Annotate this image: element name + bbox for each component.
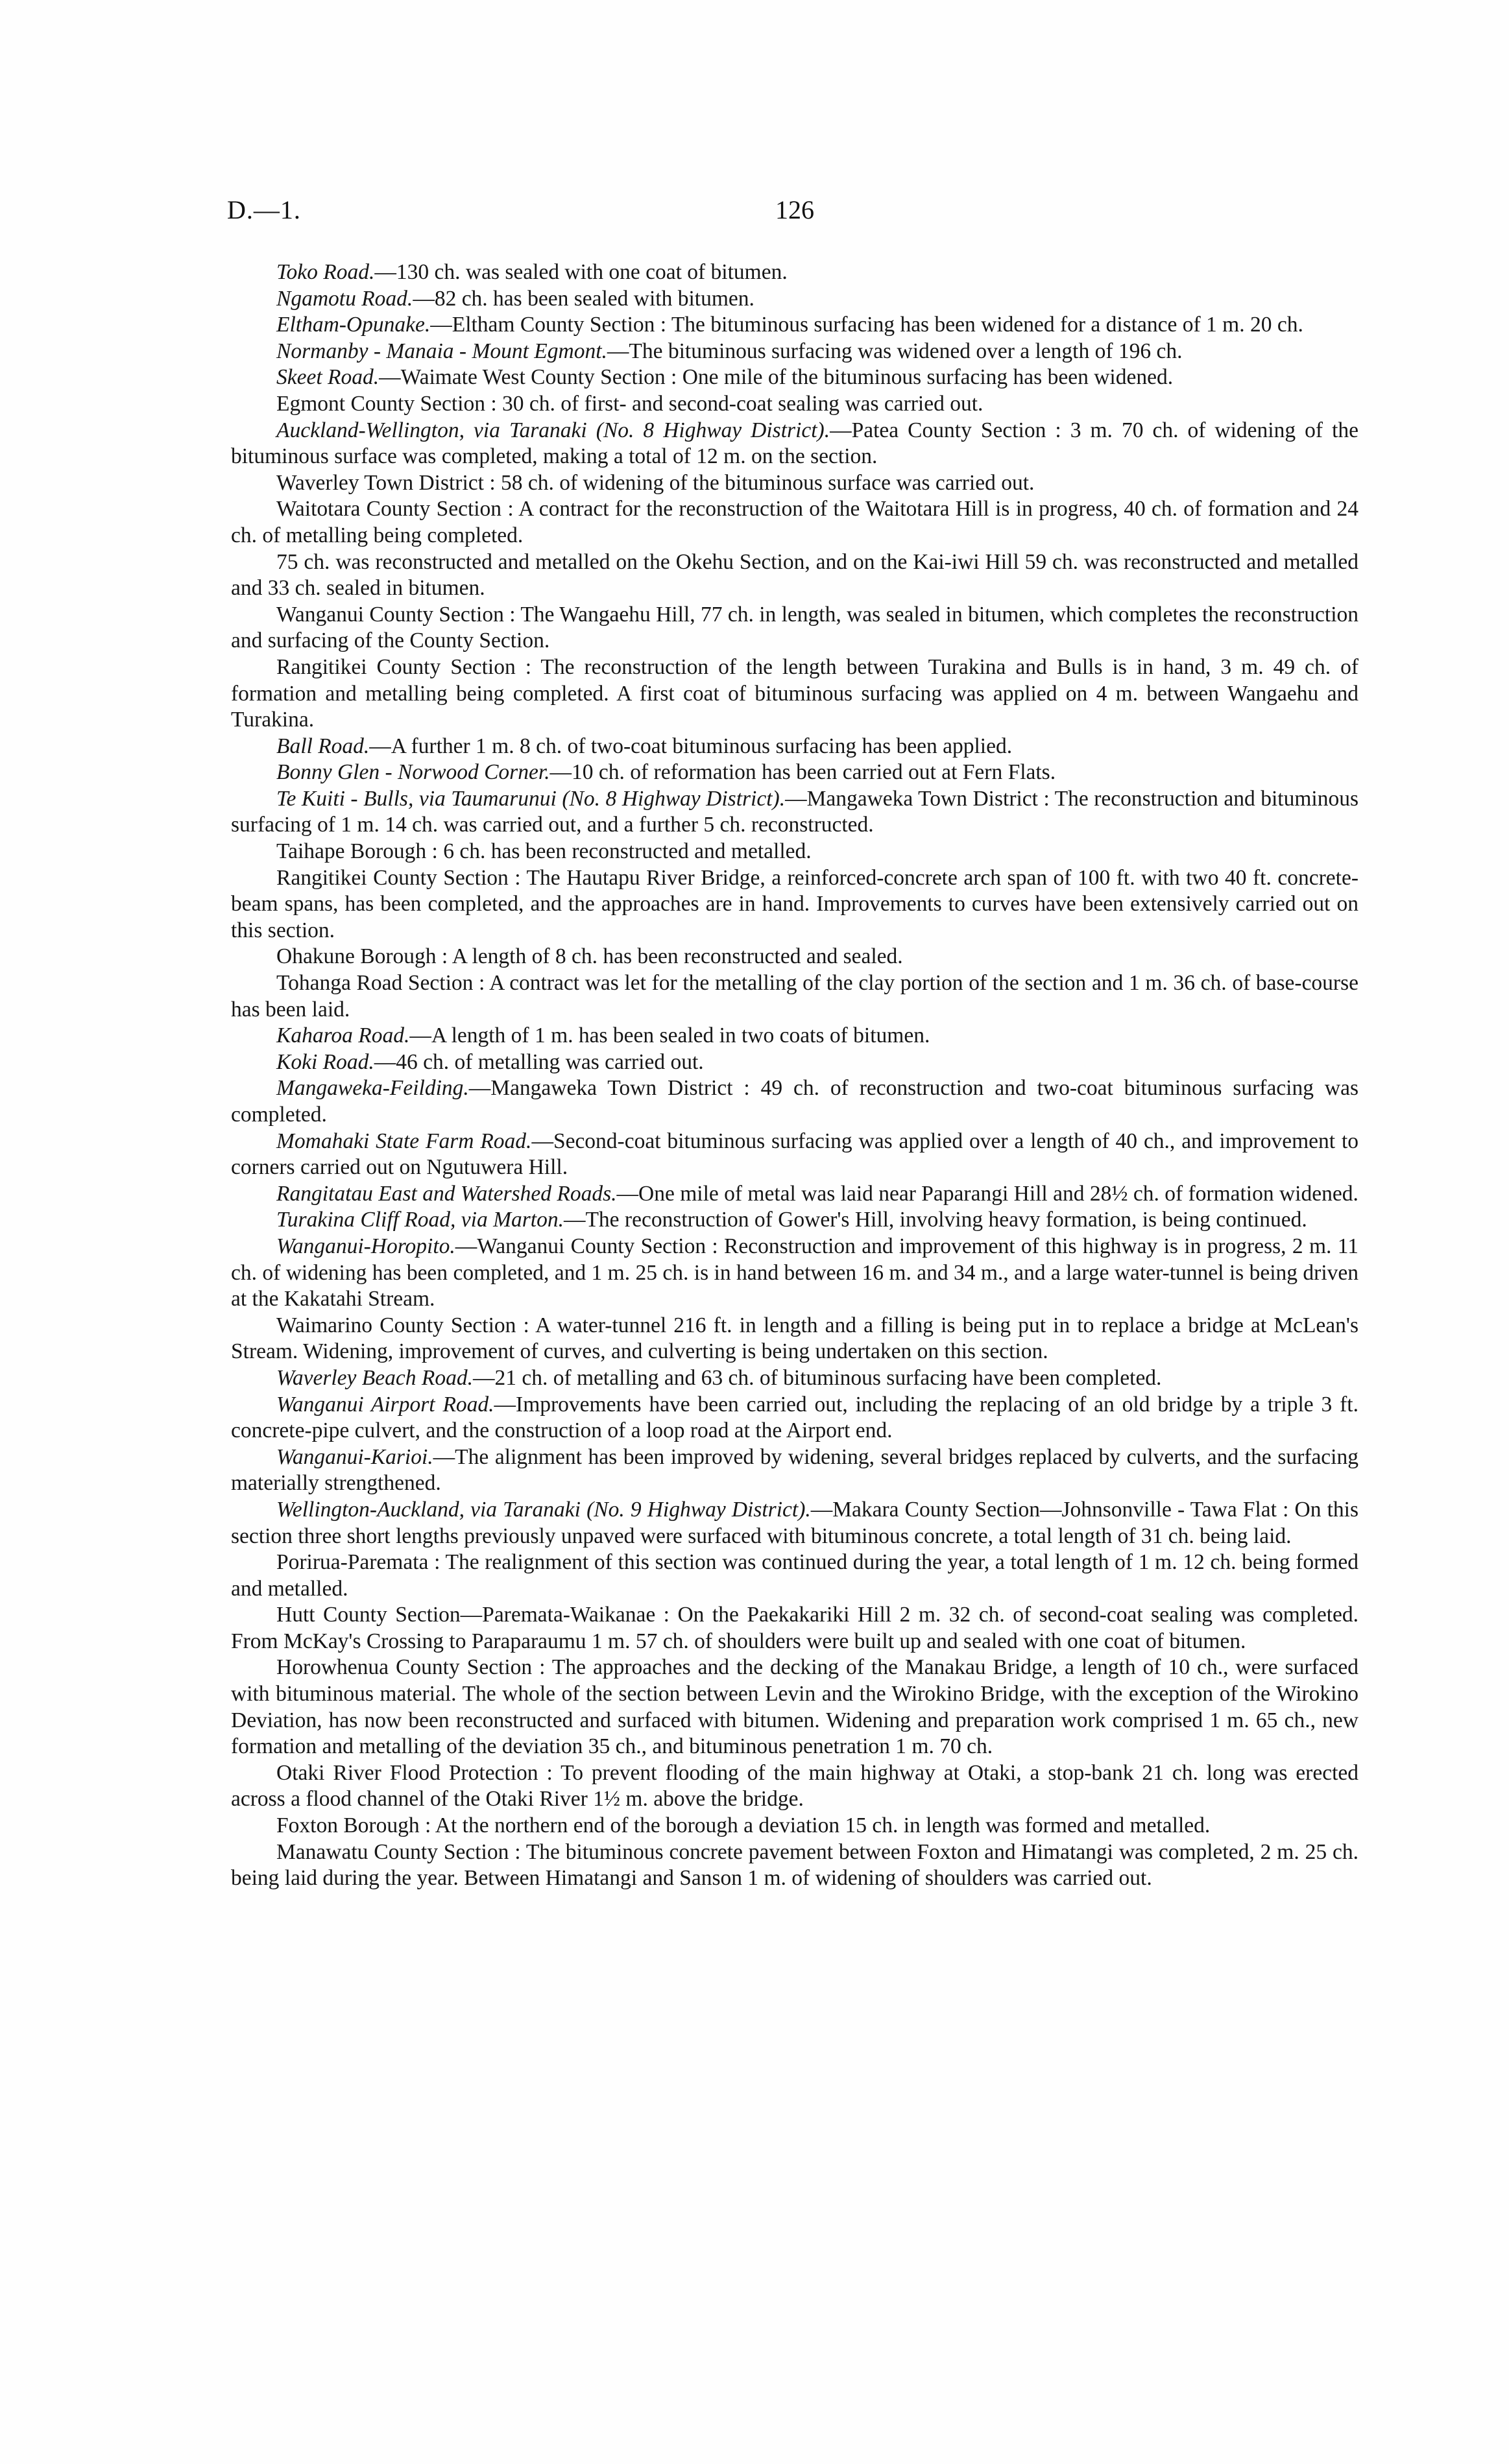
paragraph-text: Taihape Borough : 6 ch. has been reconstructed and metalled. [276,839,812,864]
paragraph-text: —Makara County Section—Johnsonville - Tawa Flat : On this section three short lengths previously unpaved were surfaced with bituminous concrete, a total length of 31 ch. being laid. [231,1497,1359,1548]
report-paragraph [231,1655,1358,1760]
paragraph-text: Horowhenua County Section : The approaches and the decking of the Manakau Bridge, a length of 10 ch., were surfaced with bituminous material. The whole of the section between Levin and the Wirokino Bridge, with the exception of the Wirokino Deviation, has now been reconstructed and surfaced with bitumen. Widening and preparation work comprised 1 m. 65 ch., new formation and metalling of the deviation 35 ch., and bituminous penetration 1 m. 70 ch. [231,1655,1358,1759]
paragraph-text: —46 ch. of metalling was carried out. [374,1049,704,1074]
report-paragraph [231,839,1358,865]
paragraph-heading: Kaharoa Road. [276,1023,410,1048]
paragraph-text: Egmont County Section : 30 ch. of first- and second-coat sealing was carried out. [276,391,984,416]
document-id: D.—1. [227,195,301,224]
report-paragraph [231,1207,1358,1234]
paragraph-text: —A length of 1 m. has been sealed in two coats of bitumen. [409,1023,930,1048]
report-paragraph [231,970,1358,1023]
report-paragraph [231,1549,1358,1602]
report-paragraph [231,1049,1358,1076]
paragraph-text: —One mile of metal was laid near Paparangi Hill and 28½ ch. of formation widened. [616,1181,1358,1206]
paragraph-heading: Eltham-Opunake. [276,313,431,337]
report-paragraph [231,1444,1358,1497]
report-paragraph [231,418,1358,470]
report-paragraph [231,1602,1358,1655]
paragraph-text: Ohakune Borough : A length of 8 ch. has been reconstructed and sealed. [276,944,903,969]
report-paragraph [231,365,1358,391]
paragraph-text: 75 ch. was reconstructed and metalled on the Okehu Section, and on the Kai-iwi Hill 59 ch. was reconstructed and metalled and 33 ch. sealed in bitumen. [231,549,1358,601]
paragraph-heading: Rangitatau East and Watershed Roads. [276,1181,617,1206]
report-paragraph [231,1129,1358,1181]
paragraph-text: Foxton Borough : At the northern end of the borough a deviation 15 ch. in length was formed and metalled. [276,1813,1211,1838]
paragraph-text: —A further 1 m. 8 ch. of two-coat bituminous surfacing has been applied. [369,734,1013,758]
paragraph-text: Tohanga Road Section : A contract was let for the metalling of the clay portion of the section and 1 m. 36 ch. of base-course has been laid. [231,971,1358,1022]
paragraph-text: Hutt County Section—Paremata-Waikanae : On the Paekakariki Hill 2 m. 32 ch. of second-coat sealing was completed. From McKay's Crossing to Paraparaumu 1 m. 57 ch. of shoulders were built up and sealed with one coat of bitumen. [231,1603,1358,1653]
paragraph-text: —The reconstruction of Gower's Hill, involving heavy formation, is being continued. [563,1208,1307,1232]
report-paragraph [231,470,1358,497]
paragraph-heading: Waverley Beach Road. [276,1365,473,1390]
paragraph-heading: Ngamotu Road. [276,286,413,311]
paragraph-heading: Wanganui Airport Road. [276,1392,494,1417]
paragraph-text: Waimarino County Section : A water-tunnel 216 ft. in length and a filling is being put in to replace a bridge at McLean's Stream. Widening, improvement of curves, and culverting is being undertaken on this section. [231,1313,1358,1364]
report-paragraph [231,391,1358,418]
paragraph-text: —Mangaweka Town District : 49 ch. of reconstruction and two-coat bituminous surfacing was completed. [231,1076,1358,1127]
paragraph-heading: Mangaweka-Feilding. [276,1076,469,1101]
report-paragraph [231,1497,1358,1549]
paragraph-text: Wanganui County Section : The Wangaehu Hill, 77 ch. in length, was sealed in bitumen, which completes the reconstruction and surfacing of the County Section. [231,602,1358,653]
report-paragraph [231,1023,1358,1049]
paragraph-text: —10 ch. of reformation has been carried out at Fern Flats. [549,760,1056,785]
report-paragraph [231,786,1358,839]
paragraph-text: Rangitikei County Section : The reconstruction of the length between Turakina and Bulls is in hand, 3 m. 49 ch. of formation and metalling being completed. A first coat of bituminous surfacing was applied on 4 m. between Wangaehu and Turakina. [231,654,1358,732]
paragraph-heading: Normanby - Manaia - Mount Egmont. [276,339,607,363]
report-paragraph [231,259,1358,286]
paragraph-heading: Wellington-Auckland, via Taranaki (No. 9 Highway District). [276,1497,811,1522]
page-header [227,195,1362,240]
report-paragraph [231,496,1358,549]
paragraph-text: —130 ch. was sealed with one coat of bitumen. [374,260,788,284]
paragraph-text: —Waimate West County Section : One mile of the bituminous surfacing has been widened. [379,365,1174,390]
report-paragraph [231,1392,1358,1444]
report-body [231,259,1358,1892]
report-paragraph [231,865,1358,944]
paragraph-heading: Wanganui-Karioi. [276,1444,433,1469]
paragraph-heading: Auckland-Wellington, via Taranaki (No. 8 Highway District). [276,418,830,442]
paragraph-text: —21 ch. of metalling and 63 ch. of bituminous surfacing have been completed. [472,1365,1162,1390]
paragraph-text: Otaki River Flood Protection : To prevent flooding of the main highway at Otaki, a stop-bank 21 ch. long was erected across a flood channel of the Otaki River 1½ m. above the bridge. [231,1760,1358,1812]
paragraph-text: Manawatu County Section : The bituminous concrete pavement between Foxton and Himatangi was completed, 2 m. 25 ch. being laid during the year. Between Himatangi and Sanson 1 m. of widening of shoulders was carried out. [231,1839,1358,1891]
report-paragraph [231,1813,1358,1839]
paragraph-text: —Second-coat bituminous surfacing was applied over a length of 40 ch., and improvement to corners carried out on Ngutuwera Hill. [231,1129,1358,1180]
paragraph-heading: Skeet Road. [276,365,380,390]
paragraph-text: —The alignment has been improved by widening, several bridges replaced by culverts, and the surfacing materially strengthened. [231,1444,1358,1496]
report-paragraph [231,312,1358,339]
paragraph-text: —Patea County Section : 3 m. 70 ch. of widening of the bituminous surface was completed, making a total of 12 m. on the section. [231,418,1359,469]
report-paragraph [231,1075,1358,1128]
report-paragraph [231,1313,1358,1365]
paragraph-heading: Turakina Cliff Road, via Marton. [276,1208,564,1232]
paragraph-text: —The bituminous surfacing was widened over a length of 196 ch. [607,339,1183,363]
paragraph-text: Waverley Town District : 58 ch. of widening of the bituminous surface was carried out. [276,470,1035,495]
paragraph-text: Rangitikei County Section : The Hautapu River Bridge, a reinforced-concrete arch span of 100 ft. with two 40 ft. concrete-beam spans, has been completed, and the approaches are in hand. Improvements to curves have been extensively carried out on this section. [231,865,1358,942]
report-paragraph [231,286,1358,313]
page-number: 126 [775,195,814,224]
paragraph-text: Waitotara County Section : A contract for the reconstruction of the Waitotara Hill is in progress, 40 ch. of formation and 24 ch. of metalling being completed. [231,497,1358,547]
report-paragraph [231,944,1358,970]
report-paragraph [231,1365,1358,1392]
paragraph-text: —82 ch. has been sealed with bitumen. [413,286,754,311]
paragraph-heading: Wanganui-Horopito. [276,1234,455,1258]
report-paragraph [231,602,1358,654]
paragraph-heading: Toko Road. [276,260,375,284]
report-paragraph [231,1839,1358,1892]
paragraph-heading: Te Kuiti - Bulls, via Taumarunui (No. 8 Highway District). [276,786,786,811]
paragraph-text: —Mangaweka Town District : The reconstruction and bituminous surfacing of 1 m. 14 ch. was carried out, and a further 5 ch. reconstructed. [231,786,1359,837]
report-paragraph [231,760,1358,786]
report-paragraph [231,1760,1358,1813]
report-paragraph [231,654,1358,734]
paragraph-text: —Improvements have been carried out, including the replacing of an old bridge by a triple 3 ft. concrete-pipe culvert, and the construction of a loop road at the Airport end. [231,1392,1358,1443]
paragraph-text: —Eltham County Section : The bituminous surfacing has been widened for a distance of 1 m. 20 ch. [430,313,1303,337]
report-paragraph [231,734,1358,760]
report-paragraph [231,1234,1358,1313]
paragraph-heading: Momahaki State Farm Road. [276,1129,532,1153]
report-paragraph [231,1181,1358,1208]
paragraph-heading: Ball Road. [276,734,370,758]
paragraph-text: —Wanganui County Section : Reconstruction and improvement of this highway is in progress, 2 m. 11 ch. of widening has been completed, and 1 m. 25 ch. is in hand between 16 m. and 34 m., and a large water-tunnel is being driven at the Kakatahi Stream. [231,1234,1358,1311]
report-paragraph [231,549,1358,602]
paragraph-text: Porirua-Paremata : The realignment of this section was continued during the year, a total length of 1 m. 12 ch. being formed and metalled. [231,1550,1358,1601]
report-paragraph [231,339,1358,365]
paragraph-heading: Bonny Glen - Norwood Corner. [276,760,550,785]
paragraph-heading: Koki Road. [276,1049,374,1074]
